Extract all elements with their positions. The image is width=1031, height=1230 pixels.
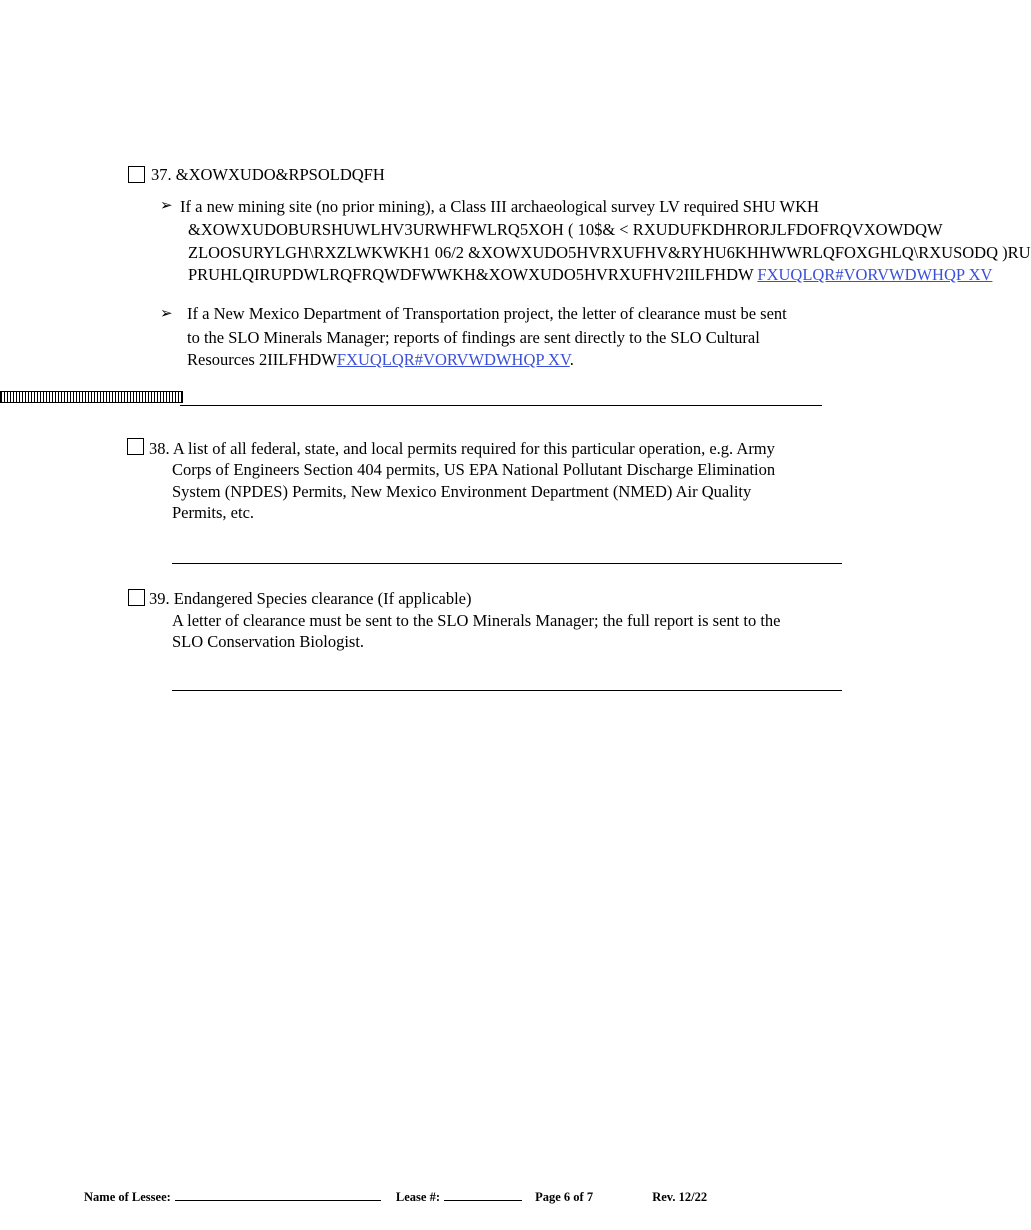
item-38-line-2: Corps of Engineers Section 404 permits, US EPA National Pollutant Discharge Elimination (172, 460, 776, 479)
bullet-1-line-1-a: If a new mining site (no prior mining), a Class III archaeological survey (180, 197, 656, 216)
revision: Rev. 12/22 (652, 1190, 708, 1204)
answer-line-37[interactable] (180, 405, 822, 406)
bullet-1-line-1-c: required (683, 197, 739, 216)
bullet-arrow-icon: ➢ (160, 304, 173, 322)
answer-line-39[interactable] (172, 690, 842, 691)
item-37-bullet-2-line-3 (187, 349, 574, 370)
item-38-line-3: System (NPDES) Permits, New Mexico Environment Department (NMED) Air Quality (172, 482, 752, 501)
bullet-1-line-1-b: LV (659, 197, 680, 216)
bullet-2-line-3-end: . (569, 350, 574, 369)
checkbox-item-37[interactable] (128, 166, 145, 183)
bullet-2-line-3-b: 2IILFHDW (258, 350, 337, 369)
item-37-bullet-1-line-4 (188, 264, 992, 285)
item-37-heading: 37. &XOWXUDO&RPSOLDQFH (151, 165, 385, 184)
bullet-1-line-4-text: PRUHLQIRUPDWLRQFRQWDFWWKH&XOWXUDO5HVRXUFHV2IILFHDW (188, 265, 754, 284)
cultural-resources-email-link-2[interactable]: FXUQLQR#VORVWDWHQP XV (336, 350, 570, 369)
lessee-name-field[interactable] (175, 1188, 381, 1201)
item-39-line-2: A letter of clearance must be sent to the SLO Minerals Manager; the full report is sent to the (172, 611, 781, 630)
lease-number-field[interactable] (444, 1188, 522, 1201)
page-footer (84, 1188, 707, 1205)
hatched-bar-decoration (0, 391, 183, 403)
item-37-bullet-2-line-1: If a New Mexico Department of Transportation project, the letter of clearance must be sent (187, 304, 787, 323)
answer-line-38[interactable] (172, 563, 842, 564)
checkbox-item-39[interactable] (128, 589, 145, 606)
bullet-2-line-3-a: Resources (187, 350, 255, 369)
item-39-line-1: 39. Endangered Species clearance (If applicable) (149, 589, 472, 608)
item-37-bullet-1-line-2: &XOWXUDOBURSHUWLHV3URWHFWLRQ5XOH ( 10$& < RXUDUFKDHRORJLFDOFRQVXOWDQW (188, 220, 943, 239)
lessee-label: Name of Lessee: (84, 1190, 171, 1204)
item-37-bullet-1-line-1 (180, 196, 819, 217)
item-38-line-4: Permits, etc. (172, 503, 255, 522)
bullet-1-line-1-d: SHU WKH (742, 197, 819, 216)
lease-label: Lease #: (395, 1190, 440, 1204)
bullet-arrow-icon: ➢ (160, 196, 173, 214)
checkbox-item-38[interactable] (127, 438, 144, 455)
item-38-line-1: 38. A list of all federal, state, and local permits required for this particular operation, e.g. Army (149, 439, 775, 458)
cultural-resources-email-link-1[interactable]: FXUQLQR#VORVWDWHQP XV (757, 265, 993, 284)
item-37-bullet-2-line-2: to the SLO Minerals Manager; reports of findings are sent directly to the SLO Cultural (187, 328, 760, 347)
item-37-bullet-1-line-3: ZLOOSURYLGH\RXZLWKWKH1 06/2 &XOWXUDO5HVRXUFHV&RYHU6KHHWWRLQFOXGHLQ\RXUSODQ )RU (188, 243, 1031, 262)
page-number: Page 6 of 7 (535, 1190, 594, 1204)
item-39-line-3: SLO Conservation Biologist. (172, 632, 365, 651)
